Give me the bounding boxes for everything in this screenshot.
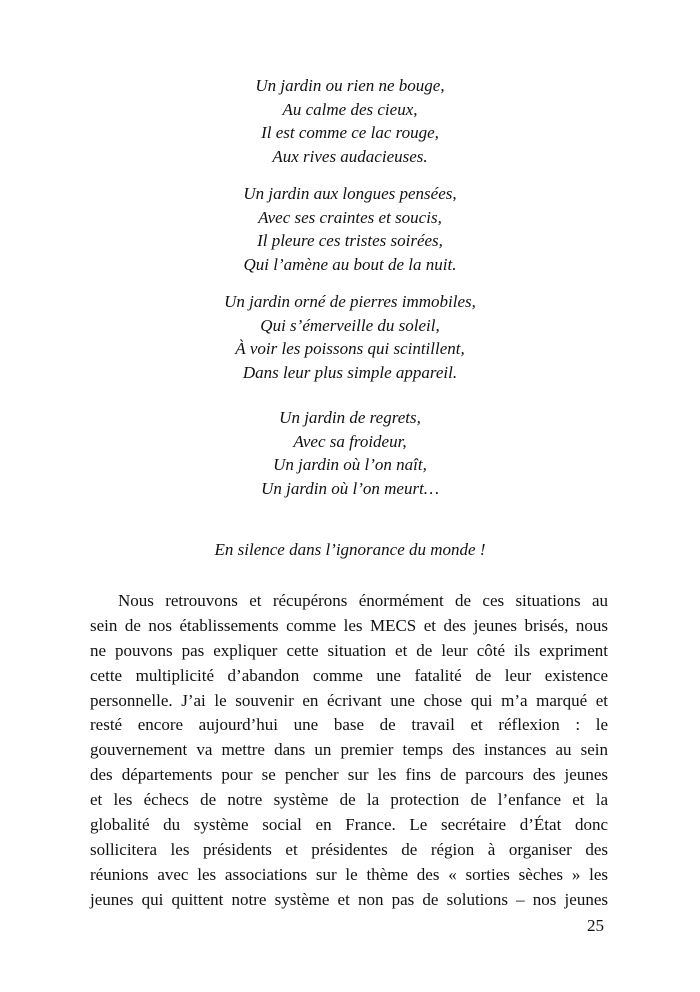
- poem-line: Au calme des cieux,: [282, 99, 418, 119]
- poem-line: Dans leur plus simple appareil.: [242, 362, 458, 382]
- poem-line: Aux rives audacieuses.: [272, 146, 428, 166]
- paragraph-line: Nous retrouvons et récupérons énormément de ces situations au: [118, 591, 608, 610]
- poem-line: Un jardin ou rien ne bouge,: [255, 76, 445, 95]
- poem-line: Un jardin où l’on naît,: [273, 455, 427, 474]
- paragraph-line: réunions avec les associations sur le thème des « sorties sèches » les: [90, 864, 608, 884]
- paragraph-line: personnelle. J’ai le souvenir en écrivant une chose qui m’a marqué et: [90, 690, 608, 710]
- paragraph-line: gouvernement va mettre dans un premier temps des instances au sein: [90, 740, 608, 760]
- paragraph-line: globalité du système social en France. Le secrétaire d’État donc: [90, 815, 608, 835]
- poem-line: Un jardin orné de pierres immobiles,: [224, 292, 476, 311]
- poem: [90, 74, 610, 514]
- poem-line: Qui l’amène au bout de la nuit.: [243, 254, 457, 274]
- paragraph-line: ne pouvons pas expliquer cette situation et de leur côté ils expriment: [90, 640, 608, 660]
- paragraph-line: cette multiplicité d’abandon comme une fatalité de leur existence: [90, 665, 608, 685]
- poem-line: Un jardin de regrets,: [279, 408, 421, 427]
- poem-line: À voir les poissons qui scintillent,: [235, 339, 465, 358]
- paragraph-line: sein de nos établissements comme les MECS et des jeunes brisés, nous: [90, 615, 608, 635]
- poem-line: Avec sa froideur,: [293, 431, 407, 451]
- page-number: 25: [587, 916, 604, 935]
- body-paragraph: [90, 589, 608, 913]
- paragraph-line: des départements pour se pencher sur les fins de parcours des jeunes: [90, 765, 608, 785]
- stanza-1: [90, 74, 610, 168]
- poem-line: Avec ses craintes et soucis,: [258, 207, 442, 227]
- paragraph-line: sollicitera les présidents et présidentes de région à organiser des: [90, 839, 608, 859]
- poem-line: Un jardin où l’on meurt…: [261, 478, 439, 498]
- stanza-2: [90, 182, 610, 276]
- poem-closing-line: En silence dans l’ignorance du monde !: [214, 540, 486, 559]
- paragraph-line: et les échecs de notre système de la protection de l’enfance et la: [90, 790, 608, 810]
- poem-line: Il est comme ce lac rouge,: [261, 123, 439, 142]
- poem-line: Il pleure ces tristes soirées,: [257, 231, 443, 250]
- poem-line: Qui s’émerveille du soleil,: [260, 315, 440, 335]
- paragraph-line: jeunes qui quittent notre système et non pas de solutions – nos jeunes: [90, 889, 608, 909]
- stanza-4: [90, 406, 610, 500]
- stanza-3: [90, 290, 610, 384]
- paragraph-line: resté encore aujourd’hui une base de travail et réflexion : le: [90, 715, 608, 735]
- poem-line: Un jardin aux longues pensées,: [243, 184, 457, 203]
